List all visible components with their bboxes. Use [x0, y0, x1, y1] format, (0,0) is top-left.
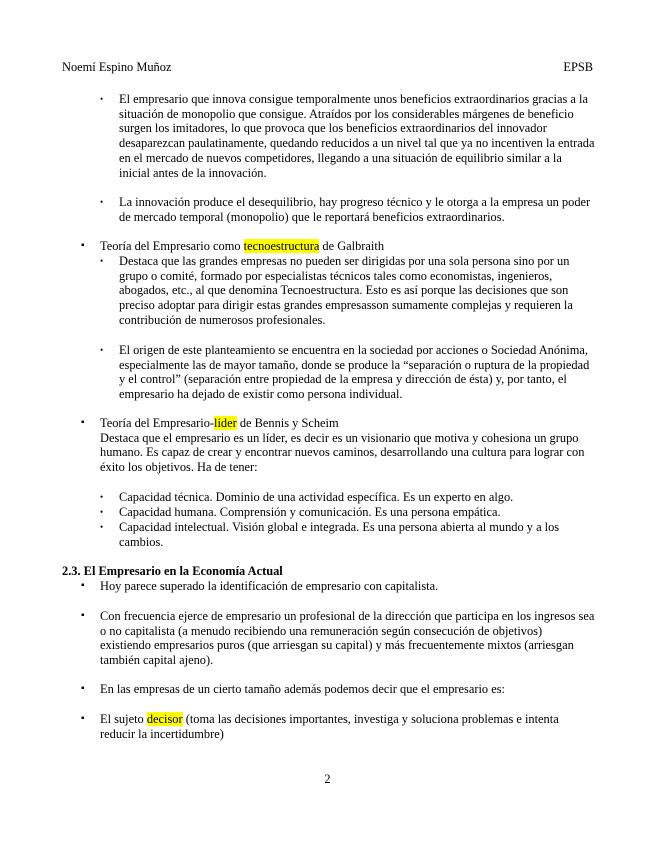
theory-galbraith-title	[100, 239, 595, 254]
highlighted-term: líder	[214, 416, 237, 430]
title-text: de Bennis y Scheim	[236, 416, 339, 430]
bullet-icon: •	[100, 94, 104, 104]
theory-bennis-body: Destaca que el empresario es un líder, es decir es un visionario que motiva y cohesiona un grupo humano. Es capaz de crear y encontrar nuevos caminos, desarrollando una cultura para lograr con éxito los objetivos. Ha de tener:	[100, 430, 585, 475]
capacidad-intelectual: Capacidad intelectual. Visión global e integrada. Es una persona abierta al mundo y a los cambios.	[119, 520, 560, 549]
paragraph-innovation-imbalance: La innovación produce el desequilibrio, hay progreso técnico y le otorga a la empresa un poder de mercado temporal (monopolio) que le reportará beneficios extraordinarios.	[119, 195, 591, 224]
bullet-icon: •	[100, 522, 104, 532]
square-bullet-icon: ▪	[81, 713, 85, 724]
paragraph-sociedad-anonima: El origen de este planteamiento se encuentra en la sociedad por acciones o Sociedad Anónima, especialmente las de mayor tamaño, donde se produce la “separación o ruptura de la propiedad y el control” (separación entre propiedad de la empresa y dirección de ésta) y, por tanto, el empresario ha dejado de existir como persona individual.	[119, 343, 590, 402]
paragraph-profesional-direccion: Con frecuencia ejerce de empresario un profesional de la dirección que participa en los ingresos sea o no capitalista (a menudo recibiendo una remuneración según consecución de objetivos) existiendo empresarios puros (que arriesgan su capital) y más frecuentemente mixtos (arriesgan también capital ajeno).	[100, 609, 595, 668]
paragraph-innovation-monopoly: El empresario que innova consigue temporalmente unos beneficios extraordinarios gracias a la situación de monopolio que consigue. Atraídos por los considerables márgenes de beneficio surgen los imitadores, lo que provoca que los beneficios extraordinarios del innovador desaparezcan paulatinamente, quedando reducidos a un nivel tal que ya no incentiven la entrada en el mercado de nuevos competidores, llegando a una situación de equilibrio similar a la inicial antes de la innovación.	[119, 92, 595, 180]
square-bullet-icon: ▪	[81, 417, 85, 428]
theory-bennis-title	[100, 416, 595, 431]
bullet-icon: •	[100, 507, 104, 517]
title-text: Teoría del Empresario-	[100, 416, 215, 430]
paragraph-text: (toma las decisiones importantes, investiga y soluciona problemas e intenta reducir la incertidumbre)	[100, 712, 559, 741]
title-text: Teoría del Empresario como	[100, 239, 244, 253]
theory-bennis	[100, 416, 595, 475]
bullet-icon: •	[100, 492, 104, 502]
paragraph-capitalista: Hoy parece superado la identificación de empresario con capitalista.	[100, 579, 439, 593]
capacidad-humana: Capacidad humana. Comprensión y comunicación. Es una persona empática.	[119, 505, 501, 519]
highlighted-term: decisor	[146, 712, 183, 726]
highlighted-term: tecnoestructura	[243, 239, 320, 253]
paragraph-empresas-tamano: En las empresas de un cierto tamaño además podemos decir que el empresario es:	[100, 682, 505, 696]
bullet-icon: •	[100, 197, 104, 207]
capacidad-tecnica: Capacidad técnica. Dominio de una actividad específica. Es un experto en algo.	[119, 490, 514, 504]
page-number: 2	[324, 772, 331, 786]
title-text: de Galbraith	[319, 239, 385, 253]
bullet-icon: •	[100, 256, 104, 266]
square-bullet-icon: ▪	[81, 683, 85, 694]
header-author: Noemí Espino Muñoz	[62, 60, 172, 74]
square-bullet-icon: ▪	[81, 240, 85, 251]
paragraph-tecnoestructura: Destaca que las grandes empresas no pueden ser dirigidas por una sola persona sino por un grupo o comité, formado por especialistas técnicos tales como economistas, ingenieros, abogados, etc., al que denomina Tecnoestructura. Esto es así porque las decisiones que son preciso adoptar para dirigir estas grandes empresasson sumamente complejas y requieren la contribución de numerosos profesionales.	[119, 254, 573, 327]
page-header	[62, 60, 593, 76]
paragraph-text: El sujeto	[100, 712, 147, 726]
bullet-icon: •	[100, 345, 104, 355]
header-school: EPSB	[563, 60, 593, 74]
paragraph-sujeto-decisor	[100, 712, 595, 741]
square-bullet-icon: ▪	[81, 610, 85, 621]
square-bullet-icon: ▪	[81, 580, 85, 591]
section-heading: 2.3. El Empresario en la Economía Actual	[62, 564, 283, 578]
